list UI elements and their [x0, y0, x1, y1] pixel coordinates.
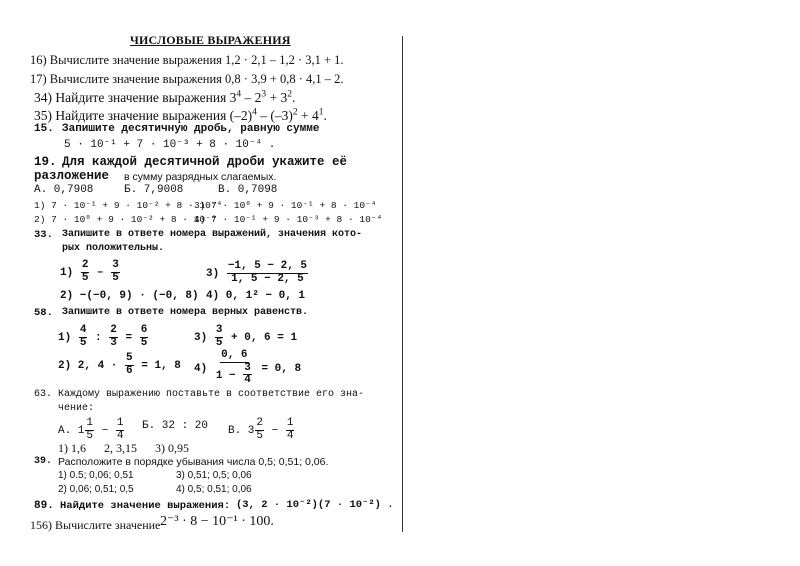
problem-63-b: Б. 32 : 20: [142, 420, 209, 432]
denominator: 5: [256, 429, 264, 442]
exp: 2: [287, 89, 292, 100]
problem-35-part: – (–3): [256, 108, 293, 123]
operator: −: [101, 424, 109, 437]
denominator: 5: [140, 336, 148, 349]
problem-33-option-2: 2) −(−0, 9) · (−0, 8): [60, 290, 199, 302]
problem-19-text2a: разложение: [34, 169, 110, 183]
problem-89-number: 89.: [34, 500, 54, 512]
numerator: −1, 5 − 2, 5: [227, 260, 308, 272]
problem-33-text1: Запишите в ответе номера выражений, значения кото-: [62, 229, 363, 240]
numerator: 0, 6: [221, 349, 248, 361]
problem-19-b: Б. 7,9008: [124, 184, 184, 196]
problem-19-option-2: 2) 7 · 10⁰ + 9 · 10⁻² + 8 · 10⁻⁴: [34, 214, 217, 225]
problem-63-text1: Каждому выражению поставьте в соответствие его зна-: [58, 389, 365, 400]
exp: 4: [252, 107, 257, 118]
problem-16: 16) Вычислите значение выражения 1,2 · 2,1 – 1,2 · 3,1 + 1.: [30, 53, 344, 67]
numerator: 2: [110, 324, 117, 336]
problem-63-answers: 1) 1,6 2, 3,15 3) 0,95: [58, 441, 189, 455]
exp: 2: [292, 107, 298, 118]
numerator: 4: [79, 324, 87, 336]
fraction: [140, 325, 149, 349]
fraction: [116, 418, 125, 442]
option-rest: + 0, 6 = 1: [231, 331, 298, 344]
operator: −: [271, 424, 279, 437]
fraction: [215, 350, 254, 387]
problem-19-number: 19.: [34, 155, 57, 169]
problem-33-text2: рых положительны.: [62, 243, 165, 254]
page-title: ЧИСЛОВЫЕ ВЫРАЖЕНИЯ: [130, 33, 291, 47]
exp: 1: [318, 107, 324, 118]
option-label: А. 1: [58, 424, 85, 437]
option-label: В. 3: [228, 424, 255, 437]
problem-19-option-1: 1) 7 · 10⁻¹ + 9 · 10⁻² + 8 · 10⁻⁴: [34, 200, 223, 211]
problem-58-option-2: [58, 353, 181, 377]
problem-89-text: Найдите значение выражения:: [60, 500, 231, 512]
option-rest: = 1, 8: [141, 359, 181, 372]
problem-35-part: + 4: [297, 108, 319, 123]
fraction: [243, 363, 252, 387]
problem-34-part: – 2: [241, 90, 262, 105]
numerator: 6: [140, 324, 148, 336]
problem-15-number: 15.: [34, 123, 54, 135]
problem-17: 17) Вычислите значение выражения 0,8 · 3,9 + 0,8 · 4,1 – 2.: [30, 72, 344, 86]
numerator: 3: [244, 361, 251, 374]
problem-15-expression: 5 · 10⁻¹ + 7 · 10⁻³ + 8 · 10⁻⁴ .: [64, 139, 276, 151]
option-label: 2) 2, 4 ·: [58, 359, 118, 372]
problem-39-option-2: 2) 0,06; 0,51; 0,5: [58, 484, 134, 495]
denominator: 6: [126, 364, 133, 377]
fraction: [125, 353, 134, 377]
problem-19-option-3: 3) 7 · 10⁰ + 9 · 10⁻¹ + 8 · 10⁻⁴: [194, 200, 377, 211]
problem-35: [34, 109, 327, 123]
problem-58-option-1: [58, 325, 149, 349]
problem-33-number: 33.: [34, 229, 53, 241]
fraction: [85, 418, 94, 442]
operator: :: [95, 331, 102, 344]
fraction: [111, 260, 120, 284]
denominator: 5: [112, 271, 119, 284]
fraction: [286, 418, 295, 442]
problem-19-option-4: 4) 7 · 10⁻¹ + 9 · 10⁻³ + 8 · 10⁻⁴: [194, 214, 383, 225]
problem-39-text: Расположите в порядке убывания числа 0,5; 0,51; 0,06.: [58, 456, 329, 468]
problem-19-c: В. 0,7098: [218, 184, 278, 196]
operator: =: [125, 331, 133, 344]
denominator: [215, 363, 254, 387]
problem-33-option-3: [206, 261, 309, 285]
problem-39-option-3: 3) 0,51; 0,5; 0,06: [176, 470, 252, 481]
option-label: 4): [194, 363, 208, 376]
numerator: 1: [86, 417, 94, 429]
fraction: [79, 325, 88, 349]
problem-15-text: Запишите десятичную дробь, равную сумме: [62, 123, 320, 135]
problem-63-text2: чение:: [58, 403, 95, 414]
exp: 3: [261, 89, 267, 100]
problem-19-text: Для каждой десятичной дроби укажите её: [62, 155, 348, 169]
problem-156-expression: 2⁻³ · 8 − 10⁻¹ · 100.: [160, 514, 274, 529]
denominator: 5: [79, 336, 87, 349]
exp: 4: [236, 89, 242, 100]
problem-39-option-1: 1) 0.5; 0,06; 0,51: [58, 470, 134, 481]
fraction: [255, 418, 264, 442]
numerator: 1: [286, 417, 294, 429]
problem-156-text: 156) Вычислите значение: [30, 518, 161, 532]
numerator: 5: [126, 352, 133, 364]
option-label: 1): [58, 331, 72, 344]
numerator: 3: [215, 324, 223, 336]
numerator: 2: [81, 259, 89, 271]
problem-34-end: .: [291, 90, 296, 105]
option-label: 3): [194, 331, 208, 344]
problem-58-option-3: [194, 325, 297, 349]
problem-58-number: 58.: [34, 307, 53, 319]
problem-35-end: .: [323, 108, 327, 123]
denominator: 3: [110, 336, 117, 349]
option-rest: = 0, 8: [261, 363, 302, 376]
denominator: 4: [286, 429, 294, 442]
numerator: 3: [112, 259, 119, 271]
problem-63-c: [228, 418, 295, 442]
fraction: [109, 325, 118, 349]
denominator: 5: [86, 429, 94, 442]
fraction: [81, 260, 90, 284]
fraction: [215, 325, 224, 349]
problem-63-number: 63.: [34, 389, 53, 400]
problem-58-text: Запишите в ответе номера верных равенств.: [62, 307, 309, 318]
problem-33-option-1: [60, 260, 121, 284]
denominator: 5: [215, 336, 223, 349]
denominator: 4: [116, 429, 124, 442]
operator: –: [97, 266, 104, 279]
problem-34: [34, 91, 295, 105]
option-label: 1): [60, 266, 74, 279]
denominator: 4: [244, 374, 251, 387]
problem-34-part: + 3: [266, 90, 288, 105]
problem-39-option-4: 4) 0,5; 0,51; 0,06: [176, 484, 252, 495]
denominator: 5: [81, 271, 89, 284]
problem-33-option-4: 4) 0, 1² − 0, 1: [206, 290, 306, 302]
option-label: 3): [206, 267, 220, 280]
problem-19-a: А. 0,7908: [34, 184, 94, 196]
fraction: [227, 261, 308, 285]
problem-35-text: 35) Найдите значение выражения (–2): [34, 108, 253, 123]
problem-58-option-4: [194, 350, 301, 387]
problem-19-text2b: в сумму разрядных слагаемых.: [124, 171, 277, 183]
denominator-pre: 1 −: [215, 369, 236, 382]
numerator: 1: [116, 417, 124, 429]
problem-63-a: [58, 418, 125, 442]
problem-89-expression: (3, 2 · 10⁻²)(7 · 10⁻²) .: [236, 499, 394, 511]
problem-39-number: 39.: [34, 456, 53, 467]
numerator: 2: [256, 417, 264, 429]
problem-34-text: 34) Найдите значение выражения 3: [34, 90, 237, 105]
column-divider: [402, 36, 403, 532]
denominator: 1, 5 − 2, 5: [231, 272, 304, 285]
